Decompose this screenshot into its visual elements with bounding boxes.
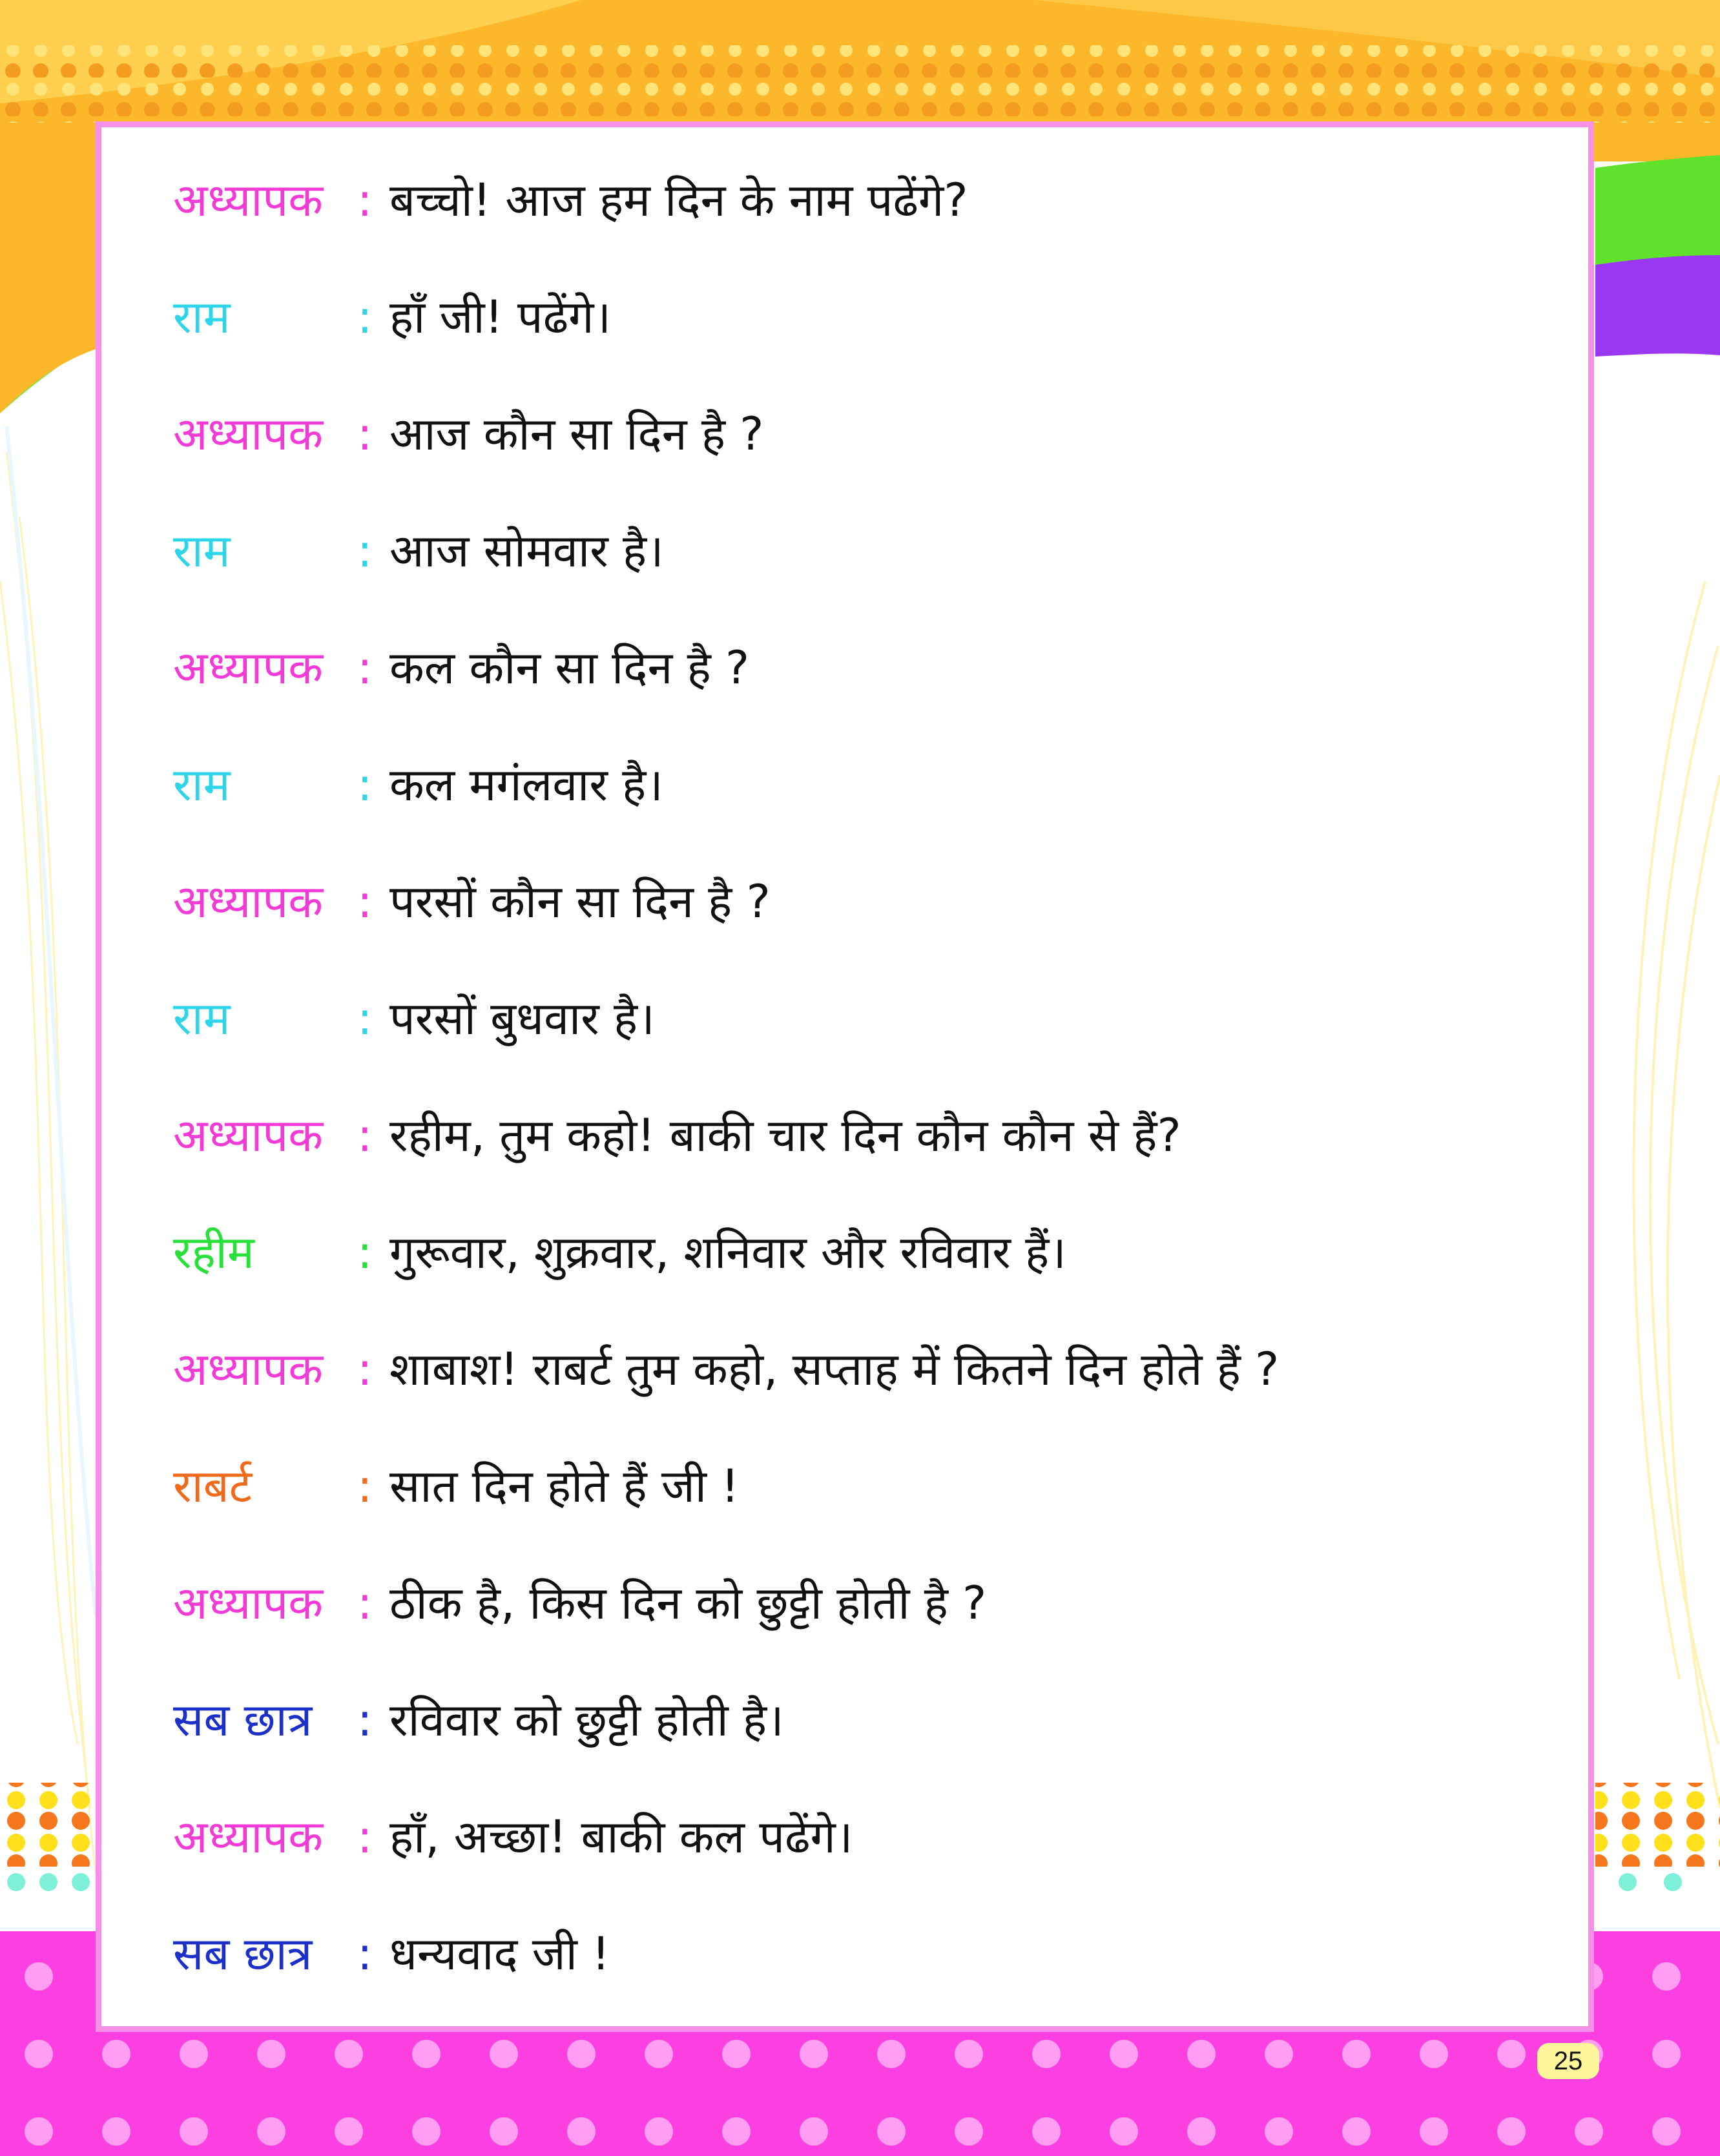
speaker-name: सब छात्र [173,1927,313,1980]
speaker-name: अध्यापक [173,1109,324,1162]
utterance-text: हाँ, अच्छा! बाकी कल पढेंगे। [389,1810,853,1863]
dialogue-line [173,1798,853,1876]
utterance-text: शाबाश! राबर्ट तुम कहो, सप्ताह में कितने दिन होते हैं ? [389,1343,1280,1396]
dialogue-line [173,1331,1279,1408]
page-number: 25 [1537,2043,1599,2079]
speaker-name: राम [173,758,231,811]
speaker-separator: : [357,1226,373,1279]
dialogue-line [173,161,968,239]
dialogue-line [173,1681,784,1759]
utterance-text: सात दिन होते हैं जी ! [389,1460,740,1513]
utterance-text: गुरूवार, शुक्रवार, शनिवार और रविवार हैं। [389,1226,1066,1279]
speaker-name: अध्यापक [173,875,324,928]
speaker-separator: : [357,1927,373,1980]
speaker-separator: : [357,875,373,928]
utterance-text: बच्चो! आज हम दिन के नाम पढेंगे? [389,174,968,227]
speaker-separator: : [357,408,373,461]
speaker-separator: : [357,1343,373,1396]
dialogue-line [173,746,663,824]
dialogue-line [173,278,611,356]
utterance-text: परसों बुधवार है। [389,992,655,1045]
speaker-separator: : [357,758,373,811]
utterance-text: कल मगंलवार है। [389,758,663,811]
speaker-separator: : [357,524,373,577]
speaker-separator: : [357,992,373,1045]
speaker-name: राम [173,992,231,1045]
utterance-text: कल कौन सा दिन है ? [389,641,750,694]
speaker-separator: : [357,1460,373,1513]
utterance-text: रहीम, तुम कहो! बाकी चार दिन कौन कौन से हैं? [389,1109,1181,1162]
utterance-text: आज कौन सा दिन है ? [389,408,764,461]
speaker-separator: : [357,1577,373,1630]
dialogue-line [173,1447,739,1525]
dialogue-line [173,1564,986,1642]
speaker-separator: : [357,1810,373,1863]
utterance-text: आज सोमवार है। [389,524,664,577]
speaker-name: राम [173,291,231,344]
speaker-name: सब छात्र [173,1694,313,1747]
utterance-text: धन्यवाद जी ! [389,1927,610,1980]
speaker-name: अध्यापक [173,1577,324,1630]
speaker-name: रहीम [173,1226,254,1279]
dialogue-line [173,980,655,1057]
utterance-text: रविवार को छुट्टी होती है। [389,1694,784,1747]
utterance-text: हाँ जी! पढेंगे। [389,291,612,344]
speaker-name: अध्यापक [173,1810,324,1863]
speaker-separator: : [357,641,373,694]
dialogue-line [173,863,771,940]
speaker-name: अध्यापक [173,174,324,227]
dialogue-line [173,1214,1066,1291]
speaker-name: राम [173,524,231,577]
utterance-text: परसों कौन सा दिन है ? [389,875,771,928]
dialogue-line [173,1915,610,1993]
speaker-separator: : [357,1109,373,1162]
speaker-name: अध्यापक [173,1343,324,1396]
speaker-name: अध्यापक [173,408,324,461]
dialogue-line [173,395,763,473]
utterance-text: ठीक है, किस दिन को छुट्टी होती है ? [389,1577,987,1630]
dialogue-line [173,512,664,590]
dialogue-line [173,629,749,707]
speaker-separator: : [357,174,373,227]
dialogue-line [173,1097,1181,1174]
speaker-separator: : [357,291,373,344]
speaker-name: अध्यापक [173,641,324,694]
speaker-name: राबर्ट [173,1460,253,1513]
speaker-separator: : [357,1694,373,1747]
